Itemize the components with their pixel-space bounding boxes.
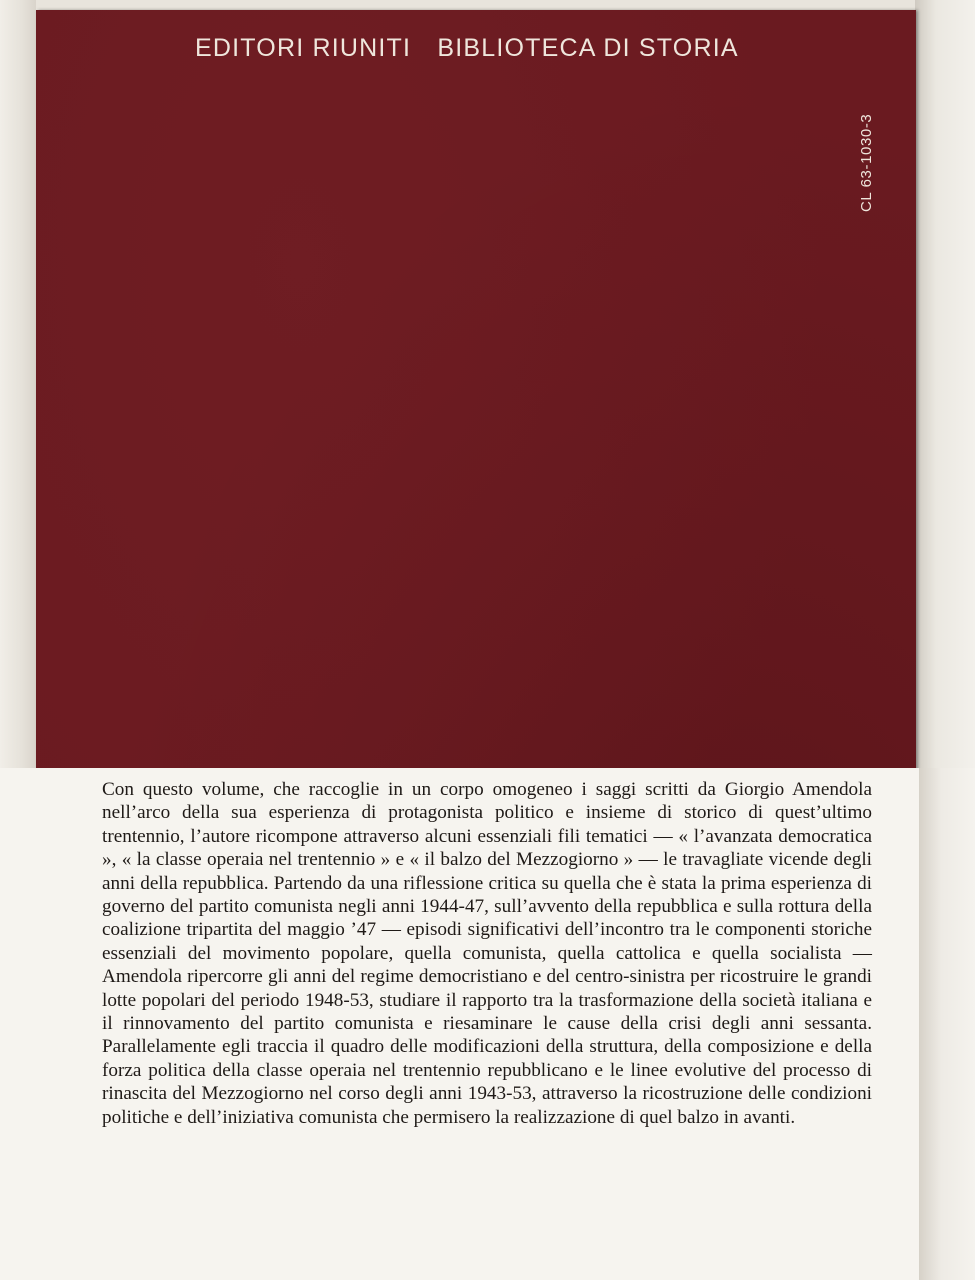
- catalog-code: CL 63-1030-3: [858, 113, 875, 212]
- blurb-panel-edge: [919, 768, 975, 1280]
- series-header: [195, 34, 815, 63]
- blurb-paragraph: Con questo volume, che raccoglie in un corpo omogeneo i saggi scritti da Giorgio Amendola nell’arco della sua esperienza di protagonista politico e insieme di storico di quest’ultimo trentennio, l’autore ricompone attraverso alcuni essenziali fili tematici — « l’avanzata democratica », « la classe operaia nel trentennio » e « il balzo del Mezzogiorno » — le travagliate vicende degli anni della repubblica. Partendo da una riflessione critica su quella che è stata la prima esperienza di governo del partito comunista negli anni 1944-47, sull’avvento della repubblica e sulla rottura della coalizione tripartita del maggio ’47 — episodi significativi dell’incontro tra le componenti storiche essenziali del movimento popolare, quella comunista, quella cattolica e quella socialista — Amendola ripercorre gli anni del regime democristiano e del centro-sinistra per ricostruire le grandi lotte popolari del periodo 1948-53, studiare il rapporto tra la trasformazione della società italiana e il rinnovamento del partito comunista e riesaminare le cause della crisi degli anni sessanta. Parallelamente egli traccia il quadro delle modificazioni della struttura, della composizione e della forza politica della classe operaia nel trentennio repubblicano e le linee evolutive del processo di rinascita del Mezzogiorno nel corso degli anni 1943-53, attraverso la ricostruzione delle condizioni politiche e dell’iniziativa comunista che permisero la realizzazione di quel balzo in avanti.: [102, 779, 872, 1128]
- publisher-name: EDITORI RIUNITI: [195, 34, 412, 62]
- series-name: BIBLIOTECA DI STORIA: [437, 34, 739, 62]
